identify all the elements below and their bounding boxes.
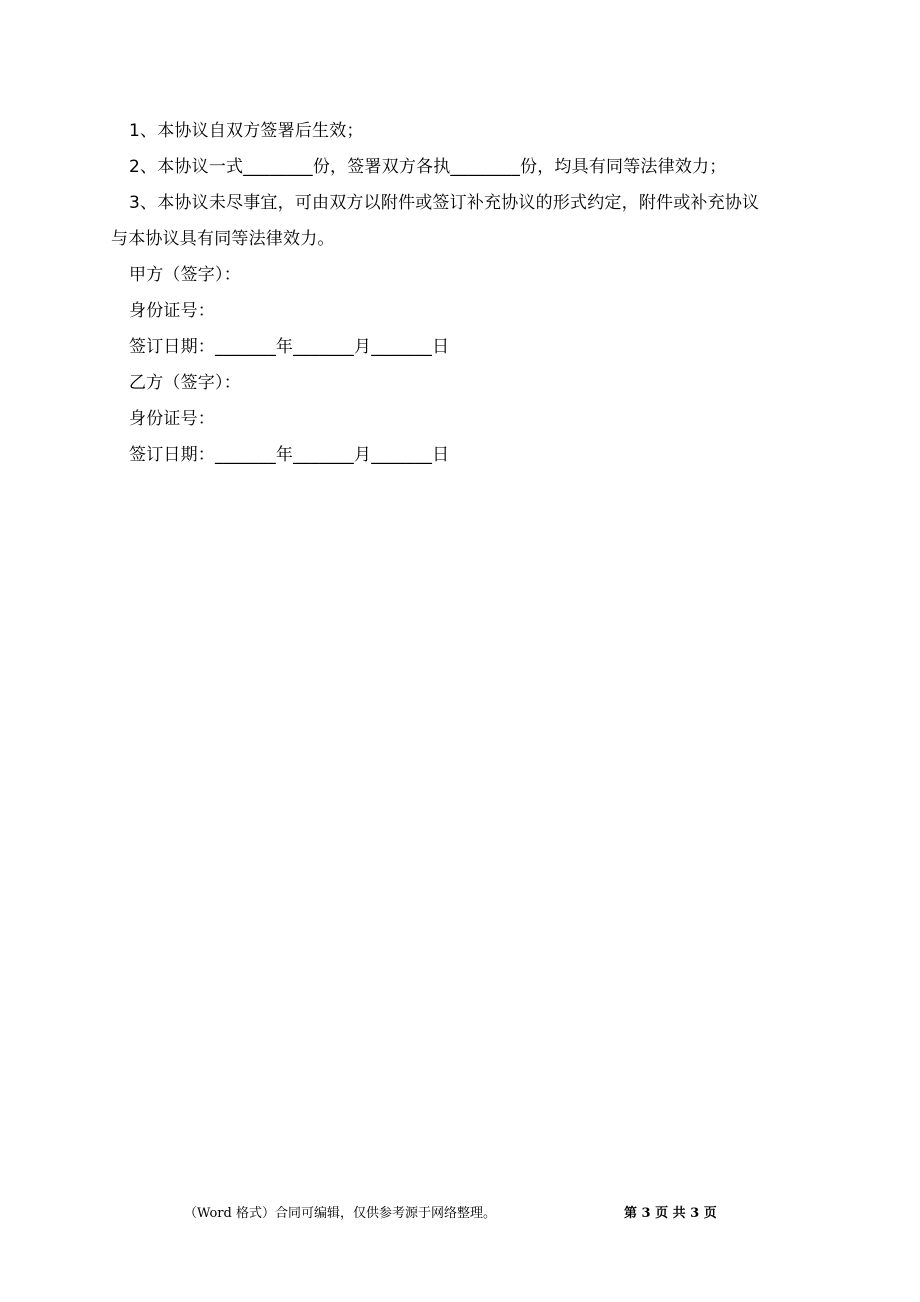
footer-note: （Word 格式）合同可编辑，仅供参考源于网络整理。: [184, 1206, 496, 1221]
party-b-signature: 乙方（签字）：: [129, 373, 241, 393]
party-a-signature: 甲方（签字）：: [129, 265, 241, 285]
clause-3: 3、本协议未尽事宜，可由双方以附件或签订补充协议的形式约定，附件或补充协议: [129, 193, 760, 213]
party-a-sign-date: 签订日期：_______年_______月_______日: [129, 337, 450, 357]
clause-2: 2、本协议一式________份，签署双方各执________份，均具有同等法律效力；: [129, 157, 727, 177]
document-body: [111, 113, 811, 473]
party-b-id-number: 身份证号：: [129, 409, 215, 429]
clause-1: 1、本协议自双方签署后生效；: [129, 121, 364, 141]
clause-3-continuation: 与本协议具有同等法律效力。: [111, 229, 335, 249]
page-number: 第 3 页 共 3 页: [624, 1206, 717, 1221]
party-b-sign-date: 签订日期：_______年_______月_______日: [129, 445, 450, 465]
party-a-id-number: 身份证号：: [129, 301, 215, 321]
